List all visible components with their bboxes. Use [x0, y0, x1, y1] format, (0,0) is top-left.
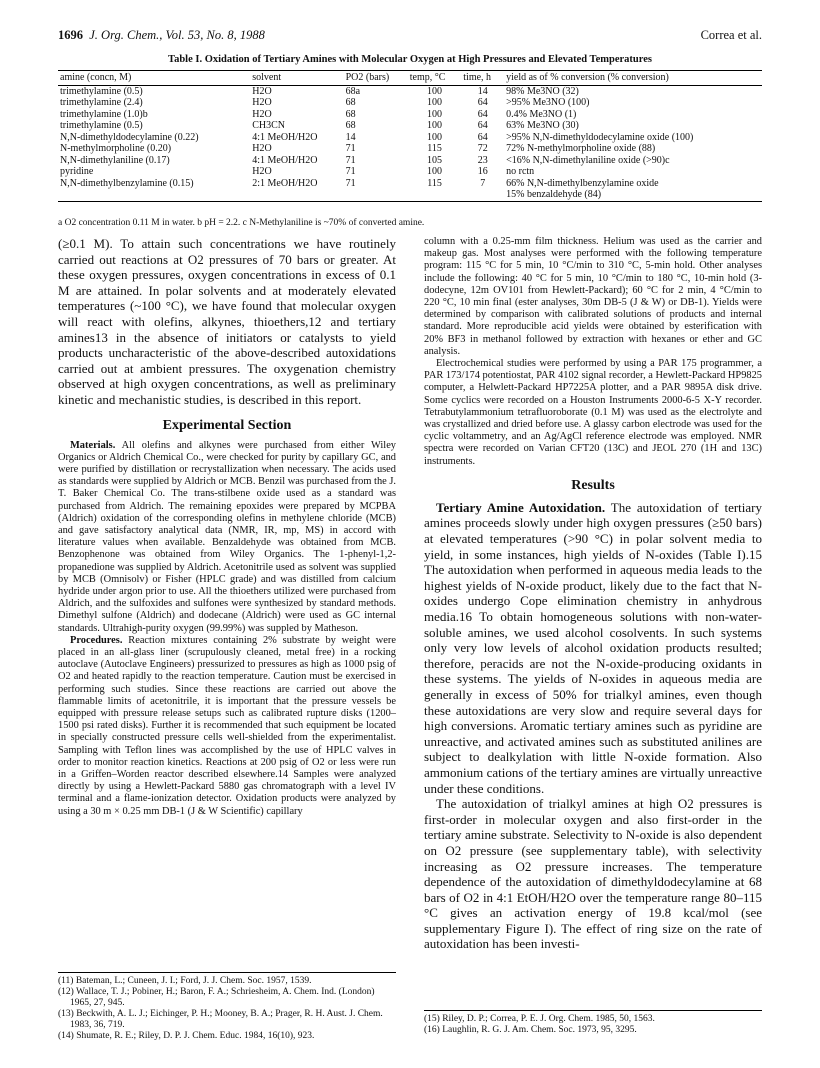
tertiary-amine-heading: Tertiary Amine Autoxidation.	[436, 499, 606, 515]
column-header: amine (concn, M)	[58, 71, 250, 86]
table-cell	[250, 189, 343, 201]
table-cell: 100	[427, 131, 443, 143]
table-cell: 0.4% Me3NO (1)	[506, 108, 577, 120]
table-row	[58, 166, 762, 178]
table-notes: a O2 concentration 0.11 M in water. b pH = 2.2. c N-Methylaniline is ~70% of converted amine.	[58, 218, 425, 228]
table-cell: 100	[427, 166, 443, 177]
table-cell: <16% N,N-dimethylaniline oxide (>90)c	[506, 154, 670, 166]
table-cell: N,N-dimethylbenzylamine (0.15)	[60, 177, 194, 189]
journal-citation: J. Org. Chem., Vol. 53, No. 8, 1988	[89, 28, 265, 42]
right-column	[424, 236, 762, 952]
table-cell: 64	[477, 131, 488, 143]
table-cell: 100	[427, 108, 443, 120]
table-title: Table I. Oxidation of Tertiary Amines with Molecular Oxygen at High Pressures and Elevated Temperatures	[168, 54, 652, 65]
procedures-paragraph	[58, 635, 396, 818]
materials-paragraph	[58, 440, 396, 635]
table-cell	[461, 189, 504, 201]
table-cell: 105	[427, 154, 443, 166]
table-row	[58, 178, 762, 190]
table-cell: N,N-dimethylaniline (0.17)	[60, 154, 170, 166]
tertiary-amine-paragraph	[424, 500, 762, 796]
table-cell: 68a	[345, 85, 361, 97]
table-cell: 14	[477, 85, 488, 97]
materials-text: All olefins and alkynes were purchased from either Wiley Organics or Aldrich Chemical Co., were checked for purity by capillary GC, and were purified by distillation or recrystallization when necessary. The acids used as standards were supplied by Aldrich or MCB. Benzil was purchased from the J. T. Baker Chemical Co. The trans-stilbene oxide used as a standard was purchased from Aldrich. The remaining epoxides were prepared by MCPBA (Aldrich) oxidation of the corresponding olefins in methylene chloride (MCB) and gave satisfactory analytical data (NMR, IR, mp, MS) in accord with literature values when available. Benzaldehyde was obtained from MCB. Benzophenone was obtained from Wiley Organics. The 1-phenyl-1,2-propanedione was supplied by Aldrich. Acetonitrile used as solvent was supplied by MCB (Omnisolv) or Fisher (HPLC grade) and was distilled from calcium hydride under argon prior to use. All the thioethers utilized were purchased from Aldrich, and the sulfoxides and sulfones were synthesized by standard methods. Dimethyl sulfone (Aldrich) and dodecane (Aldrich) were used as GC internal standards. Ultrahigh-purity oxygen (99.99%) was suppled by Matheson.	[58, 439, 396, 634]
table-header-row	[58, 71, 762, 86]
table-cell: no rctn	[506, 166, 535, 177]
column-header: solvent	[250, 71, 343, 86]
table-cell: H2O	[252, 97, 272, 108]
table-cell: 98% Me3NO (32)	[506, 85, 579, 97]
table-cell: 64	[477, 108, 488, 120]
table-cell: 23	[477, 154, 488, 166]
table-cell: H2O	[252, 143, 272, 154]
table-cell: trimethylamine (0.5)	[60, 120, 143, 131]
footnote: (16) Laughlin, R. G. J. Am. Chem. Soc. 1973, 95, 3295.	[424, 1025, 637, 1035]
results-table	[58, 70, 762, 202]
footnote: (11) Bateman, L.; Cuneen, J. I.; Ford, J. J. Chem. Soc. 1957, 1539.	[58, 976, 312, 986]
footnotes-right	[424, 1010, 762, 1036]
table-cell: 4:1 MeOH/H2O	[252, 154, 318, 166]
section-heading-experimental: Experimental Section	[162, 417, 292, 433]
table-row	[58, 97, 762, 109]
table-cell: 64	[477, 120, 488, 131]
table-cell	[408, 189, 461, 201]
table-cell: H2O	[252, 108, 272, 120]
tertiary-amine-text: The autoxidation of tertiary amines proceeds slowly under high oxygen pressures (≥50 bars) at elevated temperatures (>90 °C) in polar solvent media to yield, in some instances, high yields of N-oxides (Table I).15 The autoxidation when performed in aqueous media leads to the highest yields of N-oxide product, likely due to the fact that N-oxides undergo Cope elimination chemistry in anhydrous media.16 To obtain homogeneous solutions with non-water-soluble amines, we used alcohol cosolvents. In such systems only very low levels of alcohol oxidation products resulted; therefore, peracids are not the N-oxide-producing oxidants in these systems. The yields of N-oxides in aqueous media are generally in excess of 50% for trialkyl amines, even though these autoxidations are very slow and require several days for high conversions. Aromatic tertiary amines such as pyridine are unreactive, and activated amines such as substituted anilines are subject to dealkylation with little N-oxide formation. Also ammonium cations of the tertiary amines are virtually unreactive under these conditions.	[424, 499, 762, 796]
footnote: (12) Wallace, T. J.; Pobiner, H.; Baron, F. A.; Schriesheim, A. Chem. Ind. (London) 1965, 27, 945.	[58, 987, 375, 1008]
table-cell: >95% Me3NO (100)	[506, 97, 590, 108]
table-cell: 16	[477, 166, 488, 177]
table-cell: 68	[345, 108, 356, 120]
table-body	[58, 85, 762, 201]
table-cell: 63% Me3NO (30)	[506, 120, 579, 131]
table-cell: 71	[345, 166, 356, 177]
electrochem-paragraph: Electrochemical studies were performed by using a PAR 175 programmer, a PAR 173/174 potentiostat, PAR 4102 signal recorder, a Hewlett-Packard HP9825 computer, a Helwlett-Packard HP7225A plotter, and a PAR 9895A disk drive. Some cyclics were recorded on a Houston Instruments 2000-6-5 X-Y recorder. Tetrabutylammonium tetrafluoroborate (0.1 M) was used as the electrolyte and was crystallized and dried before use. A glassy carbon electrode was used for the cyclic voltammetry, and an Ag/AgCl reference electrode was employed. NMR spectra were recorded on Varian CFT20 (13C) and JEOL 270 (1H and 13C) instruments.	[424, 358, 762, 467]
table-cell: CH3CN	[252, 120, 286, 131]
table-row	[58, 132, 762, 144]
table-cell: 2:1 MeOH/H2O	[252, 177, 318, 189]
table-row	[58, 143, 762, 155]
table-cell: >95% N,N-dimethyldodecylamine oxide (100)	[506, 131, 694, 143]
footnote: (15) Riley, D. P.; Correa, P. E. J. Org. Chem. 1985, 50, 1563.	[424, 1014, 655, 1024]
table-row	[58, 85, 762, 97]
table-row	[58, 155, 762, 167]
table-cell: 15% benzaldehyde (84)	[504, 189, 762, 201]
table-cell	[58, 189, 250, 201]
table-cell: 7	[480, 177, 486, 189]
left-column	[58, 236, 396, 818]
column-header: yield as of % conversion (% conversion)	[504, 71, 762, 86]
table-cell: 72	[477, 143, 488, 154]
procedures-text: Reaction mixtures containing 2% substrate by weight were placed in an all-glass liner (scrupulously cleaned, metal free) in a rocking autoclave (Autoclave Engineers) pressurized to pressures as high as 1000 psig of O2 and heated rapidly to the reaction temperature. Caution must be exercised in performing such studies. Since these reactions are carried out above the flammable limits of acetonitrile, it is important that the pressure vessels be equipped with pressure release setups such as calibrated rupture disks (1200–1500 psi rated disks). Further it is recommended that such equipment be located in specially constructed pressure cells well-shielded from the experimentalist. Sampling with Teflon lines was accomplished by the use of HPLC valves in order to monitor reaction kinetics. Reactions at 200 psig of O2 or less were run in a Griffen–Worden reactor described elsewhere.14 Samples were analyzed directly by using a Hewlett-Packard 5880 gas chromatograph with a level IV terminal and a flame-ionization detector. Oxidation products were analyzed by using a 30 m × 0.25 mm DB-1 (J & W Scientific) capillary	[58, 634, 396, 817]
footnote: (14) Shumate, R. E.; Riley, D. P. J. Chem. Educ. 1984, 16(10), 923.	[58, 1031, 315, 1041]
table-cell: 4:1 MeOH/H2O	[252, 131, 318, 143]
table-cell: 100	[427, 85, 443, 97]
procedures-heading: Procedures.	[70, 634, 123, 646]
table-cell: trimethylamine (0.5)	[60, 85, 143, 97]
page-number: 1696	[58, 28, 83, 42]
table-cell: 100	[427, 120, 443, 131]
table-cell: 71	[345, 143, 356, 154]
table-cell: 115	[427, 177, 442, 189]
table-cell: N,N-dimethyldodecylamine (0.22)	[60, 131, 199, 143]
table-cell: 71	[345, 154, 356, 166]
footnotes-left	[58, 972, 396, 1042]
table-cell: H2O	[252, 85, 272, 97]
table-cell: 14	[345, 131, 356, 143]
table-cell: pyridine	[60, 166, 94, 177]
table-cell: 66% N,N-dimethylbenzylamine oxide	[506, 177, 659, 189]
table-cell: 115	[427, 143, 442, 154]
table-cell: 72% N-methylmorpholine oxide (88)	[506, 143, 656, 154]
authors: Correa et al.	[700, 28, 762, 42]
table-row	[58, 109, 762, 121]
gc-paragraph: column with a 0.25-mm film thickness. Helium was used as the carrier and makeup gas. Most analyses were performed with the following temperature program: 115 °C for 5 min, 10 °C/min to 310 °C, 5-min hold. Other analyses include the following: 40 °C for 5 min, 10 °C/min to 180 °C, 10-min hold (3-dodecyne, 12m OV101 from Hewlett-Packard); 60 °C for 2 min, 4 °C/min to 220 °C, 10 min final (ester analyses, 30m DB-5 (J & W) or DB-1). Yields were determined by comparison with calibrated solutions of products and internal standard. More reproducible acid yields were obtained by esterification with 20% BF3 in methanol followed by extraction with hexanes or ether and GC analysis.	[424, 236, 762, 357]
running-header	[58, 28, 762, 48]
materials-heading: Materials.	[70, 439, 116, 451]
table-cell: trimethylamine (2.4)	[60, 97, 143, 108]
column-header: PO2 (bars)	[344, 71, 408, 86]
footnote: (13) Beckwith, A. L. J.; Eichinger, P. H.; Mooney, B. A.; Prager, R. H. Aust. J. Chem. 1983, 36, 719.	[58, 1009, 383, 1030]
column-header: time, h	[461, 71, 504, 86]
table-cell: 68	[345, 120, 356, 131]
table-cell: 64	[477, 97, 488, 108]
table-cell: trimethylamine (1.0)b	[60, 108, 148, 120]
table-cell: 71	[345, 177, 356, 189]
column-header: temp, °C	[408, 71, 461, 86]
page-number-journal	[58, 28, 265, 43]
table-cell: H2O	[252, 166, 272, 177]
table-cell	[344, 189, 408, 201]
table-row	[58, 189, 762, 201]
kinetics-paragraph: The autoxidation of trialkyl amines at high O2 pressures is first-order in molecular oxygen and also first-order in the tertiary amine substrate. Selectivity to N-oxide is also dependent on O2 pressure (see supplementary table), with selectivity increasing as O2 pressure increases. The temperature dependence of the autoxidation of dimethyldodecylamine at 68 bars of O2 in 4:1 EtOH/H2O over the temperature range 80–115 °C gives an activation energy of 19.8 kcal/mol (see supplementary Figure I). The effect of ring size on the rate of autoxidation has been investi-	[424, 796, 762, 952]
intro-paragraph: (≥0.1 M). To attain such concentrations we have routinely carried out reactions at O2 pressures of 70 bars or greater. At these oxygen pressures, oxygen concentrations in excess of 0.1 M are attained. In polar solvents and at moderately elevated temperatures (~100 °C), we have found that molecular oxygen will react with olefins, alkynes, thioethers,12 and tertiary amines13 in the absence of initiators or catalysts to yield products uncharacteristic of the above-described autoxidations carried out at ambient pressures. The oxygenation chemistry observed at high oxygen concentrations, as well as preliminary kinetic and mechanistic studies, is described in this report.	[58, 236, 396, 407]
table-cell: N-methylmorpholine (0.20)	[60, 143, 172, 154]
table-cell: 68	[345, 97, 356, 108]
section-heading-results: Results	[571, 477, 615, 493]
table-row	[58, 120, 762, 132]
table-cell: 100	[427, 97, 443, 108]
